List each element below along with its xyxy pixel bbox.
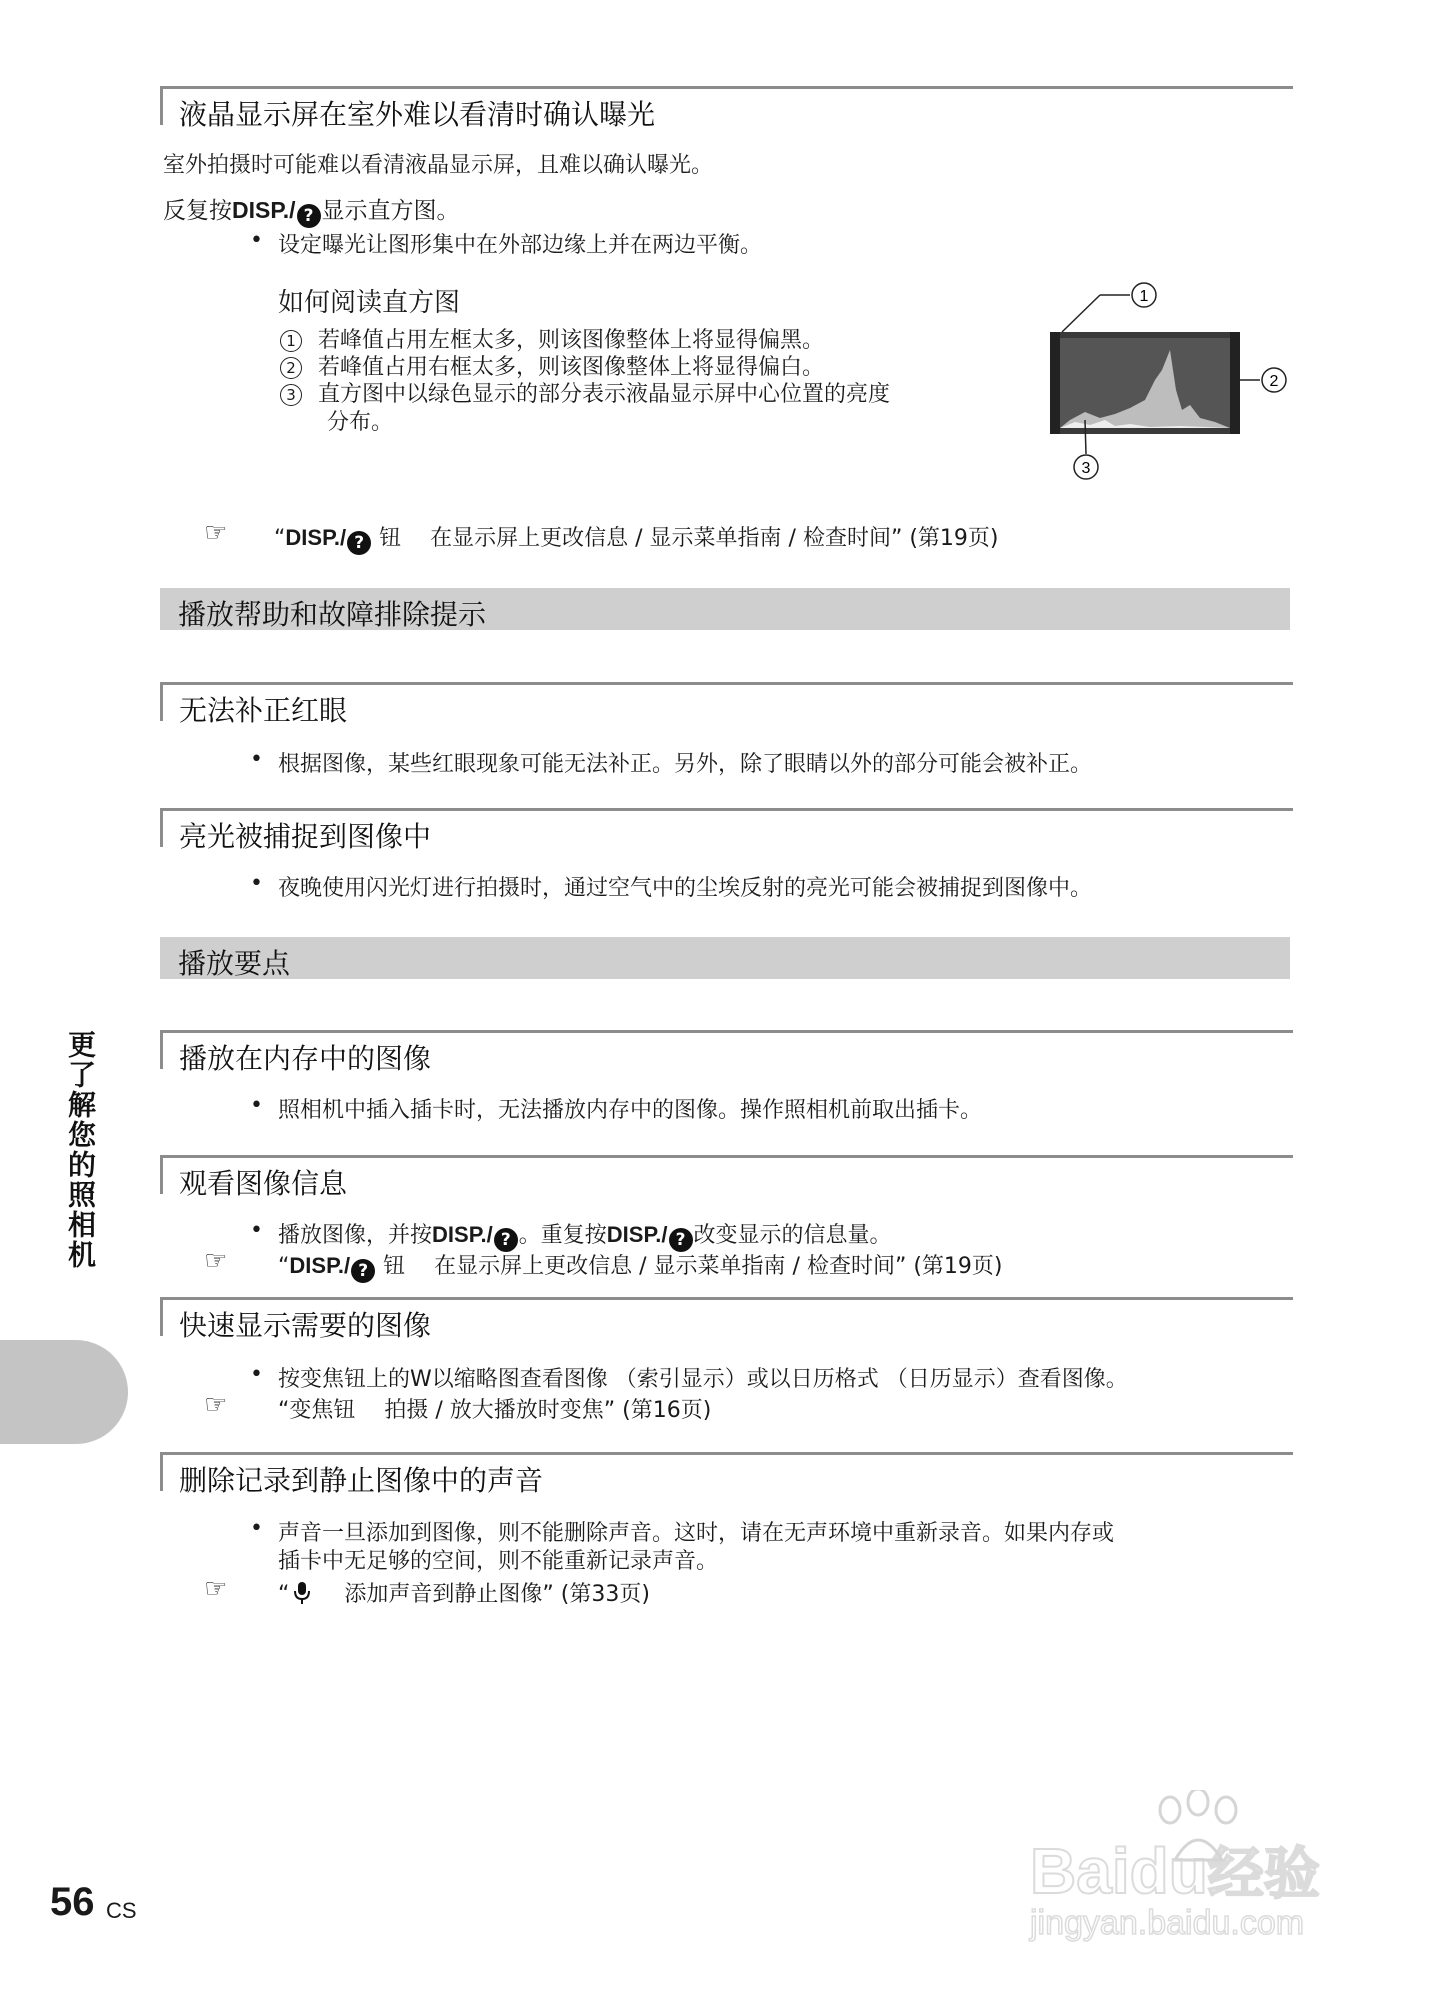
bullet-info: [278, 1218, 892, 1252]
bullet-flare: • 夜晚使用闪光灯进行拍摄时，通过空气中的尘埃反射的亮光可能会被捕捉到图像中。: [278, 871, 1092, 902]
section-title-text: 快速显示需要的图像: [179, 1309, 432, 1342]
side-chapter-label: 更了解您的照相机: [64, 1030, 97, 1270]
ref-text: 钮 在显示屏上更改信息 / 显示菜单指南 / 检查时间” (第19页): [376, 1254, 1003, 1279]
section-title-quick: [160, 1297, 1293, 1342]
ref-text: 钮 在显示屏上更改信息 / 显示菜单指南 / 检查时间” (第19页): [372, 526, 999, 551]
disp-button-label: DISP./: [232, 197, 296, 223]
band-title: 播放要点: [178, 947, 291, 980]
ref-quote: “: [274, 526, 286, 551]
section-band-troubleshooting: [160, 588, 1290, 630]
reference-zoom-page16[interactable]: “变焦钮 拍摄 / 放大播放时变焦” (第16页): [278, 1398, 712, 1423]
histogram-item-3: [280, 377, 890, 408]
callout-label-2: 2: [1269, 373, 1279, 390]
bullet-memory: • 照相机中插入插卡时，无法播放内存中的图像。操作照相机前取出插卡。: [278, 1093, 982, 1124]
info-text-a: 播放图像，并按: [278, 1223, 433, 1248]
section-title-flare: [160, 808, 1293, 853]
reference-disp-page19[interactable]: [278, 1249, 1003, 1283]
ref-disp-label: DISP./: [285, 525, 347, 550]
reference-hand-icon: ☞: [204, 1390, 228, 1420]
reference-hand-icon: ☞: [204, 1246, 228, 1276]
instruction-line: [163, 192, 460, 228]
section-title-text: 播放在内存中的图像: [179, 1042, 432, 1075]
ref-quote: “: [278, 1254, 290, 1279]
help-icon: ?: [347, 531, 371, 555]
section-title-memory: [160, 1030, 1293, 1075]
ref-disp-label: DISP./: [289, 1253, 351, 1278]
ref-quote: “: [278, 1582, 290, 1607]
info-text-b: 。重复按: [518, 1223, 607, 1248]
reference-sound-page33[interactable]: [278, 1577, 650, 1608]
callout-line-3: [1085, 420, 1086, 454]
baidu-watermark: [1030, 1830, 1320, 1943]
intro-text: 室外拍摄时可能难以看清液晶显示屏，且难以确认曝光。: [163, 153, 714, 178]
paw-icon: [1140, 1790, 1260, 1870]
right-frame-bar: [1230, 332, 1240, 434]
band-title: 播放帮助和故障排除提示: [178, 598, 487, 631]
microphone-icon: [293, 1581, 311, 1605]
histogram-item-3-continued: 分布。: [327, 410, 394, 435]
reference-hand-icon: ☞: [204, 1574, 228, 1604]
bullet-sound-line2: 插卡中无足够的空间，则不能重新记录声音。: [278, 1549, 719, 1574]
info-text-c: 改变显示的信息量。: [693, 1223, 892, 1248]
left-frame-bar: [1050, 332, 1060, 434]
bullet-redeye: • 根据图像，某些红眼现象可能无法补正。另外，除了眼睛以外的部分可能会被补正。: [278, 747, 1092, 778]
item-number: 2: [280, 357, 302, 379]
reference-hand-icon: ☞: [204, 518, 228, 548]
instruction-pre: 反复按: [163, 198, 232, 224]
section-band-playback-points: [160, 937, 1290, 979]
item-text: 若峰值占用左框太多，则该图像整体上将显得偏黑。: [318, 328, 825, 353]
page-language: CS: [106, 1898, 137, 1923]
section-title-text: 亮光被捕捉到图像中: [179, 820, 432, 853]
how-to-title: 如何阅读直方图: [278, 288, 461, 318]
page-number: 56: [50, 1880, 95, 1924]
help-icon: ?: [669, 1228, 693, 1252]
section-title-text: 删除记录到静止图像中的声音: [179, 1464, 544, 1497]
brand-b: du: [1129, 1835, 1208, 1907]
section-title-text: 观看图像信息: [179, 1167, 348, 1200]
watermark-url: jingyan.baidu.com: [1030, 1904, 1305, 1942]
bullet-sound-line1: • 声音一旦添加到图像，则不能删除声音。这时，请在无声环境中重新录音。如果内存或: [278, 1516, 1114, 1547]
item-number: 1: [280, 330, 302, 352]
instruction-post: 显示直方图。: [321, 198, 460, 224]
disp-label: DISP./: [606, 1222, 668, 1247]
section-title-text: 液晶显示屏在室外难以看清时确认曝光: [179, 98, 656, 131]
section-title-exposure: [160, 86, 1293, 131]
item-number: 3: [280, 384, 302, 406]
disp-label: DISP./: [432, 1222, 493, 1247]
chapter-tab: [0, 1340, 128, 1444]
help-icon: ?: [494, 1228, 518, 1252]
callout-line-1: [1062, 295, 1100, 332]
brand-cn: 经验: [1207, 1842, 1320, 1905]
callout-label-3: 3: [1081, 460, 1091, 477]
item-text: 直方图中以绿色显示的部分表示液晶显示屏中心位置的亮度: [318, 382, 891, 407]
section-title-text: 无法补正红眼: [179, 694, 348, 727]
section-title-redeye: [160, 682, 1293, 727]
bullet-exposure: • 设定曝光让图形集中在外部边缘上并在两边平衡。: [278, 228, 762, 259]
help-icon: ?: [351, 1259, 375, 1283]
brand-a: Bai: [1030, 1835, 1130, 1907]
histogram-figure: [1030, 280, 1290, 490]
section-title-info: [160, 1155, 1293, 1200]
reference-disp-page19[interactable]: [274, 521, 999, 555]
callout-label-1: 1: [1139, 288, 1149, 305]
ref-text: 添加声音到静止图像” (第33页): [315, 1582, 650, 1607]
item-text: 若峰值占用右框太多，则该图像整体上将显得偏白。: [318, 355, 825, 380]
help-icon: ?: [297, 204, 321, 228]
section-title-sound: [160, 1452, 1293, 1497]
bullet-quick: • 按变焦钮上的W以缩略图查看图像 （索引显示）或以日历格式 （日历显示）查看图像。: [278, 1362, 1128, 1393]
